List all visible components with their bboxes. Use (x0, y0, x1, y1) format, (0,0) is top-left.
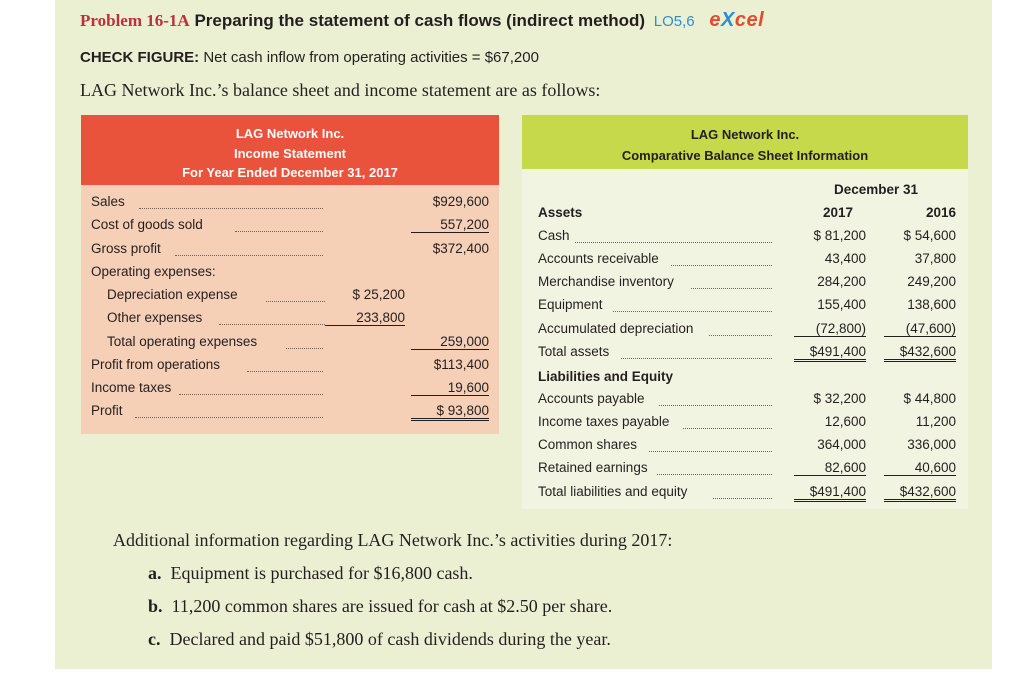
dot-leader (179, 394, 323, 395)
intro-text: LAG Network Inc.’s balance sheet and income statement are as follows: (80, 80, 601, 100)
income-outer-value: $113,400 (433, 357, 489, 372)
dot-leader (175, 255, 323, 256)
income-company: LAG Network Inc. (235, 126, 345, 141)
balance-row-label: Total assets (538, 344, 610, 359)
income-row-label: Sales (91, 194, 125, 209)
income-row-label: Depreciation expense (107, 287, 238, 302)
dot-leader (135, 417, 323, 418)
column-2017: 2017 (822, 205, 854, 220)
income-inner-value: 233,800 (325, 310, 405, 326)
balance-value-2017: 284,200 (817, 274, 866, 289)
balance-row-label: Accumulated depreciation (538, 321, 694, 336)
additional-item-text: Declared and paid $51,800 of cash dividends during the year. (169, 629, 611, 649)
balance-value-2017: $491,400 (794, 484, 866, 502)
dot-leader (575, 242, 772, 243)
balance-value-2017: 43,400 (824, 251, 866, 266)
dot-leader (671, 265, 772, 266)
additional-item-letter: c. (148, 629, 161, 649)
dot-leader (657, 474, 772, 475)
income-row-label: Other expenses (107, 310, 203, 325)
income-row-label: Income taxes (91, 380, 172, 395)
balance-row-label: Income taxes payable (538, 414, 670, 429)
balance-value-2017: 155,400 (817, 297, 866, 312)
dot-leader (266, 301, 325, 302)
additional-heading: Additional information regarding LAG Network Inc.’s activities during 2017: (113, 530, 673, 550)
balance-value-2017: $491,400 (794, 344, 866, 362)
check-figure (80, 49, 539, 66)
balance-row-label: Retained earnings (538, 460, 648, 475)
balance-value-2017: 82,600 (794, 460, 866, 476)
dot-leader (713, 498, 772, 499)
income-row-label: Gross profit (91, 241, 161, 256)
date-header: December 31 (834, 182, 919, 197)
balance-row-label: Merchandise inventory (538, 274, 674, 289)
balance-company: LAG Network Inc. (690, 127, 800, 142)
liabilities-heading: Liabilities and Equity (538, 369, 674, 384)
income-row-label: Total operating expenses (107, 334, 258, 349)
income-row-label: Profit from operations (91, 357, 221, 372)
income-outer-value: 259,000 (411, 334, 489, 350)
column-2016: 2016 (925, 205, 956, 220)
additional-item (148, 629, 611, 650)
additional-item-letter: b. (148, 596, 163, 616)
balance-value-2016: $ 44,800 (903, 391, 956, 406)
excel-icon: eXcel (709, 9, 765, 31)
income-title: Income Statement (234, 146, 346, 161)
problem-number: Problem 16-1A (80, 11, 190, 30)
dot-leader (247, 371, 323, 372)
balance-value-2016: 40,600 (884, 460, 956, 476)
income-outer-value: 557,200 (411, 217, 489, 233)
dot-leader (613, 311, 772, 312)
income-outer-value: 19,600 (411, 380, 489, 396)
dot-leader (219, 324, 325, 325)
dot-leader (709, 335, 772, 336)
balance-value-2017: (72,800) (794, 321, 866, 337)
balance-row-label: Equipment (538, 297, 603, 312)
income-outer-value: $ 93,800 (411, 403, 489, 421)
balance-value-2017: $ 81,200 (813, 228, 866, 243)
balance-value-2016: 11,200 (915, 414, 956, 429)
dot-leader (683, 428, 772, 429)
balance-value-2016: 138,600 (907, 297, 956, 312)
balance-row-label: Accounts receivable (538, 251, 659, 266)
balance-value-2017: $ 32,200 (813, 391, 866, 406)
income-row-label: Operating expenses: (91, 264, 216, 279)
check-figure-text: Net cash inflow from operating activities = $67,200 (203, 49, 539, 66)
learning-objectives: LO5,6 (653, 13, 695, 30)
income-row-label: Profit (91, 403, 123, 418)
balance-row-label: Total liabilities and equity (538, 484, 688, 499)
balance-row-label: Common shares (538, 437, 638, 452)
additional-item (148, 596, 612, 617)
dot-leader (691, 288, 772, 289)
dot-leader (286, 348, 323, 349)
income-statement-header (81, 115, 499, 185)
income-row-label: Cost of goods sold (91, 217, 203, 232)
balance-value-2017: 364,000 (817, 437, 866, 452)
balance-value-2016: 336,000 (907, 437, 956, 452)
additional-item-letter: a. (148, 563, 162, 583)
problem-heading (80, 9, 764, 32)
dot-leader (235, 231, 323, 232)
dot-leader (139, 208, 323, 209)
additional-item (148, 563, 473, 584)
dot-leader (621, 358, 772, 359)
balance-row-label: Cash (538, 228, 570, 243)
problem-title: Preparing the statement of cash flows (indirect method) (194, 11, 646, 30)
balance-sheet-header (522, 115, 968, 169)
balance-value-2016: 249,200 (907, 274, 956, 289)
balance-value-2016: (47,600) (884, 321, 956, 337)
income-period: For Year Ended December 31, 2017 (182, 165, 398, 180)
additional-item-text: Equipment is purchased for $16,800 cash. (170, 563, 473, 583)
balance-sheet (522, 115, 968, 509)
balance-title: Comparative Balance Sheet Information (621, 148, 869, 163)
check-figure-label: CHECK FIGURE: (80, 49, 200, 66)
dot-leader (649, 451, 772, 452)
balance-value-2016: 37,800 (914, 251, 956, 266)
additional-item-text: 11,200 common shares are issued for cash at $2.50 per share. (171, 596, 613, 616)
income-inner-value: $ 25,200 (352, 287, 405, 302)
income-statement (81, 115, 499, 434)
balance-value-2017: 12,600 (824, 414, 866, 429)
balance-value-2016: $ 54,600 (903, 228, 956, 243)
assets-heading: Assets (538, 205, 583, 220)
balance-value-2016: $432,600 (884, 344, 956, 362)
balance-value-2016: $432,600 (884, 484, 956, 502)
dot-leader (659, 405, 772, 406)
income-outer-value: $929,600 (432, 194, 489, 209)
income-outer-value: $372,400 (432, 241, 489, 256)
balance-row-label: Accounts payable (538, 391, 645, 406)
